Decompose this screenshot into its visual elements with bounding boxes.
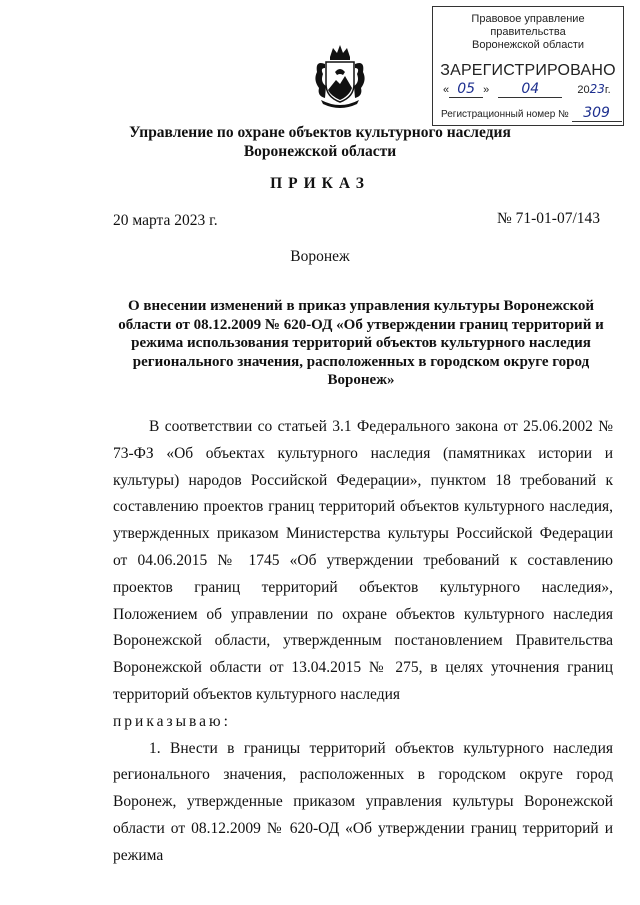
order-number: № 71-01-07/143 <box>496 210 600 227</box>
stamp-org <box>433 13 623 52</box>
order-date: 20 марта 2023 г. <box>113 212 218 229</box>
item-1-paragraph: 1. Внести в границы территорий объектов культурного наследия регионального значения, расположенных в городском округе город Воронеж, утвержденные приказом управления культуры Воронежской области от 08.12.2009 № 620-ОД «Об утверждении границ территорий и режима <box>113 739 613 864</box>
document-body <box>113 414 613 870</box>
stamp-reg-number-row <box>441 105 617 121</box>
stamp-year-suffix: г. <box>604 84 611 96</box>
stamp-reg-number: 309 <box>583 105 610 121</box>
stamp-year-hand: 23 <box>589 82 605 96</box>
order-subject: О внесении изменений в приказ управления культуры Воронежской области от 08.12.2009 № 620-ОД «Об утверждении границ территорий и режима использования территорий объектов культурного наследия регионального значения, расположенных в городском округе город Воронеж» <box>118 298 604 388</box>
registration-stamp <box>432 6 624 126</box>
city-name: Воронеж <box>290 248 350 265</box>
department-name <box>0 123 640 161</box>
stamp-day: 05 <box>457 81 476 97</box>
stamp-year-prefix: 20 <box>577 84 590 96</box>
department-line1: Управление по охране объектов культурного наследия <box>129 124 511 141</box>
stamp-month: 04 <box>521 81 540 97</box>
stamp-reg-label: Регистрационный номер № <box>441 109 569 120</box>
coat-of-arms-icon <box>309 42 371 110</box>
stamp-date: « 05 » 04 2023г. <box>443 81 611 97</box>
stamp-org-line2: Воронежской области <box>471 39 584 51</box>
stamp-status: ЗАРЕГИСТРИРОВАНО <box>440 62 616 79</box>
preamble-paragraph: В соответствии со статьей 3.1 Федерального закона от 25.06.2002 № 73-ФЗ «Об объектах культурного наследия (памятниках истории и культуры) народов Российской Федерации», пунктом 18 требований к составлению проектов границ территорий объектов культурного наследия, утвержденных приказом Министерства культуры Российской Федерации от 04.06.2015 № 1745 «Об утверждении требований к составлению проектов границ территорий объектов культурного наследия», Положением об управлении по охране объектов культурного наследия Воронежской области, утвержденным постановлением Правительства Воронежской области от 13.04.2015 № 275, в целях уточнения границ территорий объектов культурного наследия <box>113 418 613 703</box>
order-word: приказываю: <box>113 712 231 730</box>
document-type: ПРИКАЗ <box>270 175 370 192</box>
stamp-org-line1: Правовое управление правительства <box>471 13 585 38</box>
department-line2: Воронежской области <box>243 143 397 160</box>
